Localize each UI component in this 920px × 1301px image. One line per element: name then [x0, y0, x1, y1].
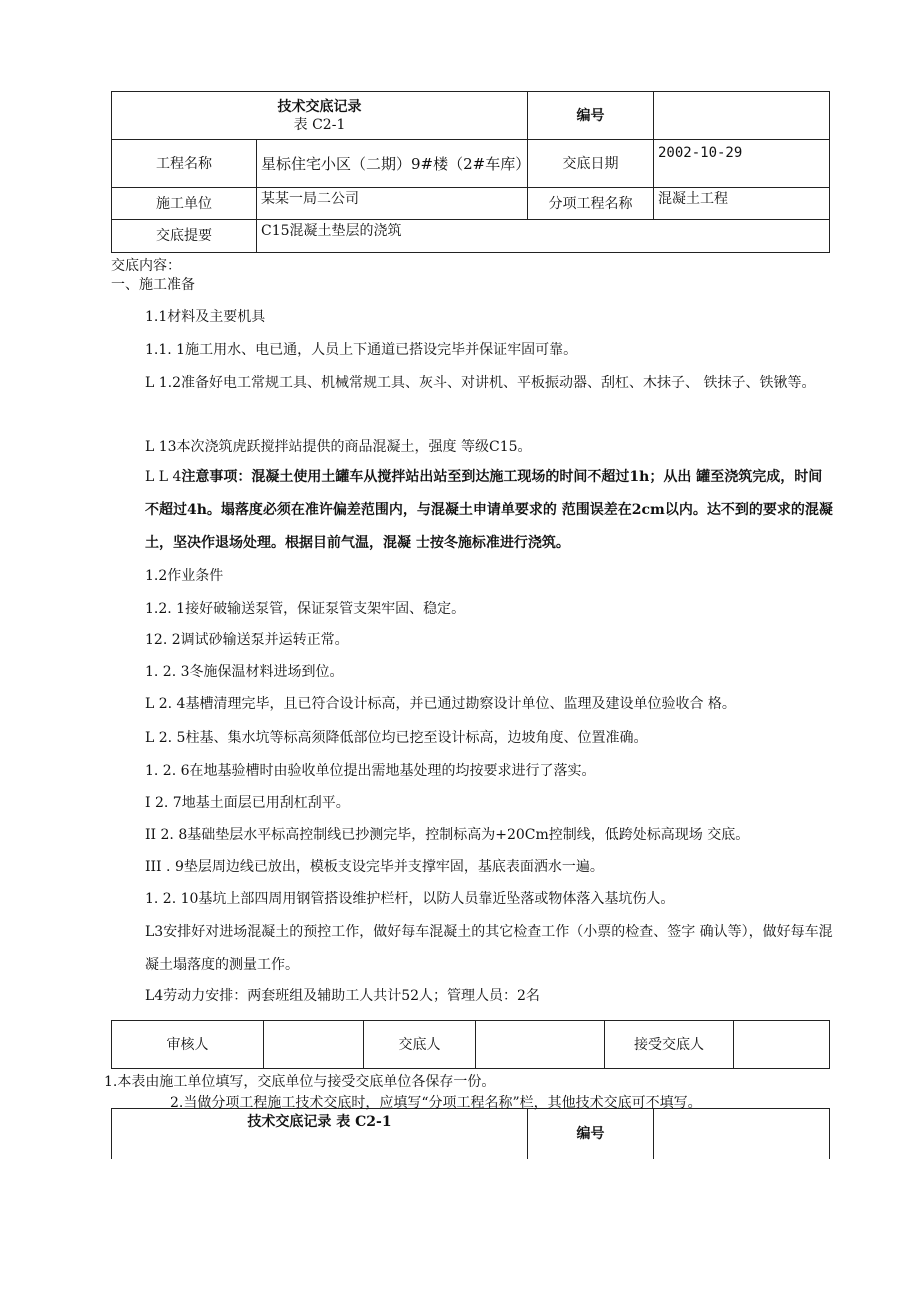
signature-table [111, 1020, 830, 1069]
number-value [654, 92, 830, 140]
next-page-header-table [111, 1108, 830, 1159]
header-table [111, 91, 830, 253]
attention-note-number: L L 4 [145, 469, 182, 485]
content-line: 1.1材料及主要机具 [145, 309, 266, 325]
attention-note [145, 461, 835, 560]
next-page-title: 技术交底记录 表 C2-1 [112, 1109, 528, 1159]
subproject-label: 分项工程名称 [528, 188, 654, 220]
content-line: I 2. 7地基土面层已用刮杠刮平。 [145, 795, 350, 811]
content-line: L4劳动力安排：两套班组及辅助工人共计52人；管理人员：2名 [145, 988, 540, 1004]
form-number: 表 C2-1 [293, 116, 346, 133]
content-line: L 2. 5柱基、集水坑等标高须降低部位均已挖至设计标高，边坡角度、位置准确。 [145, 730, 648, 746]
discloser-value [476, 1021, 605, 1069]
content-line: 1.2作业条件 [145, 568, 224, 584]
summary-label: 交底提要 [112, 220, 257, 253]
content-line: L3安排好对进场混凝土的预控工作，做好每车混凝土的其它检查工作（小票的检查、签字 确认等），做好每车混凝土塌落度的测量工作。 [145, 924, 833, 973]
content-line: 1. 2. 10基坑上部四周用钢管搭设维护栏杆，以防人员靠近坠落或物体落入基坑伤人。 [145, 891, 675, 907]
content-line: 1. 2. 3冬施保温材料进场到位。 [145, 664, 344, 680]
reviewer-label: 审核人 [112, 1021, 264, 1069]
reviewer-value [264, 1021, 364, 1069]
content-intro: 交底内容： [111, 258, 181, 274]
date-label: 交底日期 [528, 140, 654, 188]
subproject-value: 混凝土工程 [654, 188, 830, 220]
next-page-number-label: 编号 [528, 1109, 654, 1159]
footnote: 1.本表由施工单位填写，交底单位与接受交底单位各保存一份。 [104, 1074, 496, 1090]
discloser-label: 交底人 [364, 1021, 476, 1069]
content-line: 1. 2. 6在地基验槽时由验收单位提出需地基处理的均按要求进行了落实。 [145, 763, 596, 779]
content-line: 12. 2调试砂输送泵并运转正常。 [145, 632, 349, 648]
unit-label: 施工单位 [112, 188, 257, 220]
receiver-value [734, 1021, 830, 1069]
receiver-label: 接受交底人 [605, 1021, 734, 1069]
section-heading: 一、施工准备 [111, 277, 195, 293]
content-line: II 2. 8基础垫层水平标高控制线已抄测完毕，控制标高为+20Cm控制线，低跨处标高现场 交底。 [145, 827, 750, 843]
content-line: 1.1. 1施工用水、电已通，人员上下通道已搭设完毕并保证牢固可靠。 [145, 342, 578, 358]
content-line: 1.2. 1接好破输送泵管，保证泵管支架牢固、稳定。 [145, 601, 466, 617]
form-title: 技术交底记录 [277, 98, 362, 115]
next-page-number-value [654, 1109, 830, 1159]
attention-note-text: 注意事项：混凝土使用土罐车从搅拌站出站至到达施工现场的时间不超过1h；从出 罐至浇筑完成，时间不超过4h。塌落度必须在准许偏差范围内，与混凝土申请单要求的 范围误差在2cm以内。达不到的要求的混凝土，坚决作退场处理。根据目前气温，混凝 士按冬施标准进行浇筑。 [145, 469, 833, 551]
content-line: L 2. 4基槽清理完毕，且已符合设计标高，并已通过勘察设计单位、监理及建设单位验收合 格。 [145, 696, 736, 712]
summary-value: C15混凝土垫层的浇筑 [257, 220, 830, 253]
content-line: III . 9垫层周边线已放出，模板支设完毕并支撑牢固，基底表面洒水一遍。 [145, 859, 604, 875]
number-label: 编号 [528, 92, 654, 140]
date-value: 2002-10-29 [654, 140, 830, 188]
project-name-value: 星标住宅小区（二期）9#楼（2#车库） [257, 140, 528, 188]
content-line: L 1.2准备好电工常规工具、机械常规工具、灰斗、对讲机、平板振动器、刮杠、木抹子、 铁抹子、铁锹等。 [145, 375, 816, 391]
footnote: 2.当做分项工程施工技术交底时，应填写“分项工程名称”栏，其他技术交底可不填写。 [170, 1095, 702, 1111]
content-line: L 13本次浇筑虎跃搅拌站提供的商品混凝土，强度 等级C15。 [145, 439, 532, 455]
form-title-cell [112, 92, 528, 140]
unit-value: 某某一局二公司 [257, 188, 528, 220]
project-name-label: 工程名称 [112, 140, 257, 188]
